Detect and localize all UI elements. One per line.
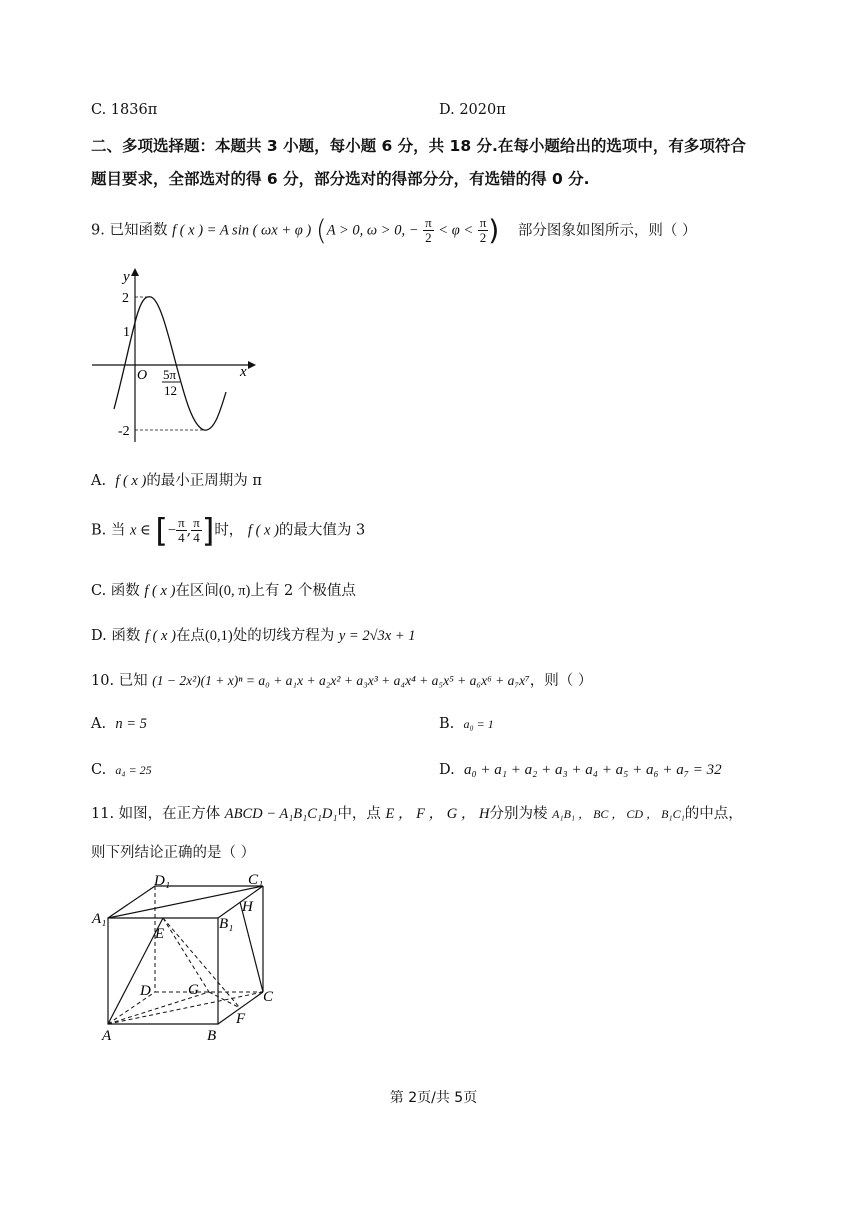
y-axis-label: y: [123, 269, 130, 285]
page-footer: 第 2页/共 5页: [389, 1090, 478, 1106]
q9-phi-range: < φ <: [438, 222, 474, 239]
x-tick-denominator: 12: [164, 383, 177, 398]
label-d1: D₁: [154, 873, 171, 889]
q10-stem: 10. 已知 (1 − 2x²)(1 + x)ⁿ = a₀ + a₁x + a₂x² + a₃x³ + a₄x⁴ + a₅x⁵ + a₆x⁶ + a₇x⁷，则（ ）: [91, 673, 593, 689]
label-e: E: [155, 926, 165, 942]
y-tick-neg2: -2: [118, 424, 130, 439]
q10-option-c: C. a₄ = 25: [91, 762, 152, 778]
line-h-c: [240, 902, 263, 992]
q10-option-a: A. n = 5: [91, 716, 147, 732]
q11-cube-figure: [88, 868, 288, 1048]
origin-label: O: [137, 368, 148, 383]
q9-stem-tail: 部分图象如图所示，则（ ）: [517, 222, 697, 239]
y-tick-2: 2: [122, 291, 129, 306]
q10-option-d: D. a₀ + a₁ + a₂ + a₃ + a₄ + a₅ + a₆ + a₇ = 32: [439, 762, 722, 778]
q9-option-c: C. 函数 f ( x )在区间(0, π)上有 2 个极值点: [91, 583, 356, 599]
q9-option-a: A. f ( x )的最小正周期为 π: [91, 473, 262, 489]
label-c: C: [263, 989, 274, 1005]
q11-stem-line2: 则下列结论正确的是（ ）: [91, 845, 256, 861]
x-axis-label: x: [240, 364, 247, 380]
section-heading-line2: 题目要求，全部选对的得 6 分，部分选对的得部分分，有选错的得 0 分.: [91, 170, 590, 188]
label-b1: B₁: [219, 916, 234, 932]
q9-sine-graph: [88, 264, 258, 449]
q9-frac-2: $\frac{\pi}{2}$: [479, 215, 487, 245]
q9-function: f ( x ) = A sin ( ωx + φ ): [172, 222, 312, 239]
label-b: B: [207, 1028, 217, 1044]
q8-option-d: D. 2020π: [439, 102, 506, 118]
q8-option-c: C. 1836π: [91, 102, 158, 118]
q9-stem: 9. 已知函数 f ( x ) = A sin ( ωx + φ ) (A > 0, ω > 0, − $\frac{\pi}{2}$ < φ < $\frac{\pi}{2}$ ) 部分图象如图所示，则（ ）: [91, 213, 697, 247]
label-c1: C₁: [248, 872, 264, 888]
label-g: G: [188, 982, 199, 998]
y-axis-arrow: [131, 268, 139, 276]
label-f: F: [236, 1011, 246, 1027]
section-heading-line1: 二、多项选择题：本题共 3 小题，每小题 6 分，共 18 分.在每小题给出的选项中，有多项符合: [91, 137, 746, 155]
label-a: A: [102, 1028, 112, 1044]
sine-curve: [114, 297, 226, 430]
q9-number: 9. 已知函数: [91, 222, 168, 239]
label-h: H: [242, 899, 253, 915]
q9-frac-1: $\frac{\pi}{2}$: [425, 215, 432, 245]
q9-option-b: B. 当 x ∈ [− $\frac{\pi}{4}$ , $\frac{\pi}{4}$ ]时， f ( x )的最大值为 3: [91, 511, 366, 550]
label-d: D: [140, 983, 151, 999]
line-g-f: [209, 992, 240, 1008]
q10-option-b: B. a₀ = 1: [439, 716, 494, 732]
label-a1: A₁: [92, 911, 107, 927]
y-tick-1: 1: [123, 325, 130, 340]
x-axis-arrow: [248, 361, 256, 369]
line-e-g: [163, 918, 209, 992]
q9-conditions: A > 0, ω > 0, −: [326, 222, 419, 239]
x-tick-numerator: 5π: [163, 367, 177, 382]
q9-option-d: D. 函数 f ( x )在点(0,1)处的切线方程为 y = 2√3x + 1: [91, 628, 416, 644]
q11-stem-line1: 11. 如图，在正方体 ABCD − A₁B₁C₁D₁中，点 E ， F ， G ， H分别为棱 A₁B₁ ， BC ， CD ， B₁C₁的中点，: [91, 806, 743, 822]
